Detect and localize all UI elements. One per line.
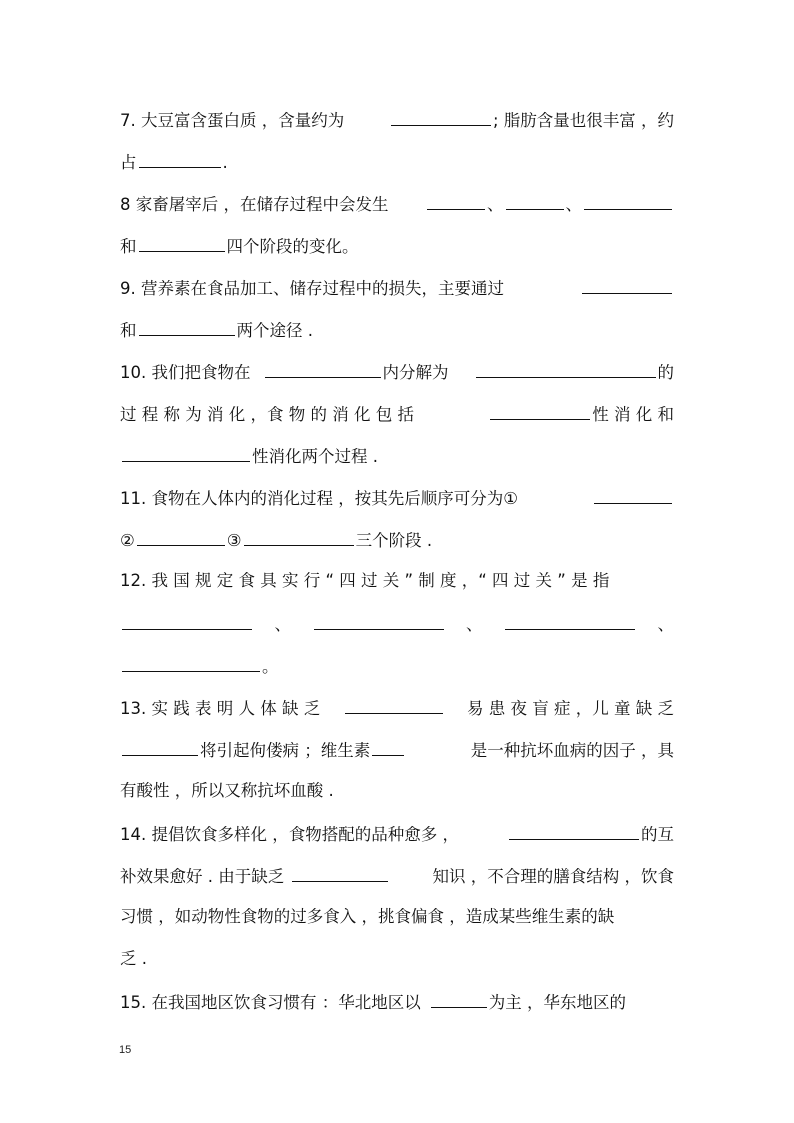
q8-blank-1 [427, 190, 485, 210]
question-10-line-1 [120, 358, 674, 384]
question-12-line-2 [120, 610, 674, 636]
q10-text-b: 内分解为 [382, 363, 449, 382]
q14-text-b: 的互 [641, 825, 674, 844]
question-9-line-2 [120, 316, 674, 342]
page-number: 15 [119, 1044, 132, 1056]
q10-blank-3 [490, 400, 590, 420]
question-15-line-1 [120, 988, 674, 1014]
q10-text-a: 10. 我们把食物在 [120, 363, 251, 382]
q9-blank-2 [139, 316, 235, 336]
question-13-line-1 [120, 694, 674, 720]
q10-text-c: 的 [657, 363, 674, 382]
q10-blank-2 [476, 358, 656, 378]
q14-blank-1 [509, 820, 639, 840]
q8-blank-2 [506, 190, 564, 210]
q14-blank-2 [292, 862, 388, 882]
question-10-line-2 [120, 400, 674, 426]
q8-text-d: 四个阶段的变化。 [226, 237, 359, 256]
q10-blank-1 [265, 358, 381, 378]
q12-sep-3: 、 [657, 615, 674, 634]
q14-text-a: 14. 提倡饮食多样化 ，食物搭配的品种愈多 ， [120, 825, 459, 844]
q12-text-a: 12. 我 国 规 定 食 具 实 行 “ 四 过 关 ” 制 度 ，“ 四 过 关 ” 是 指 [120, 571, 610, 590]
q13-text-c: 将引起佝偻病 ；维生素 [200, 741, 371, 760]
question-11-line-1 [120, 484, 674, 510]
q11-blank-2 [137, 526, 225, 546]
q8-blank-4 [139, 232, 225, 252]
q11-text-d: ③ [226, 531, 242, 550]
question-13-line-3 [120, 778, 674, 804]
question-13-line-2 [120, 736, 674, 762]
q15-text-a: 15. 在我国地区饮食习惯有 ：华北地区以 [120, 993, 421, 1012]
q8-blank-3 [584, 190, 672, 210]
question-9-line-1 [120, 274, 674, 300]
q11-text-a: 11. 食物在人体内的消化过程 ，按其先后顺序可分为① [120, 489, 519, 508]
q9-text-d: 两个途径 . [236, 321, 313, 340]
q12-blank-4 [122, 652, 260, 672]
q13-blank-1 [345, 694, 443, 714]
question-12-line-1 [120, 568, 674, 594]
q15-text-b: 为主 ，华东地区的 [488, 993, 626, 1012]
q12-sep-1: 、 [274, 615, 291, 634]
q14-text-c: 补效果愈好 . 由于缺乏 [120, 867, 285, 886]
q12-blank-1 [122, 610, 252, 630]
q7-text-b: ; 脂肪含量也很丰富 ，约 [492, 111, 674, 130]
q7-text-a: 7. 大豆富含蛋白质 ，含量约为 [120, 111, 345, 130]
q15-blank-1 [431, 988, 487, 1008]
q13-text-d: 是一种抗坏血病的因子 ，具 [470, 741, 674, 760]
q14-text-f: 乏 . [120, 949, 147, 968]
q12-sep-2: 、 [466, 615, 483, 634]
q8-sep-2: 、 [565, 195, 582, 214]
q12-text-end: 。 [262, 657, 279, 676]
q11-text-c: ② [120, 531, 135, 550]
question-8-line-2 [120, 232, 674, 258]
q8-sep-1: 、 [487, 195, 504, 214]
q7-text-c: 占 [120, 153, 137, 172]
q14-text-e: 习惯 ，如动物性食物的过多食入 ，挑食偏食 ，造成某些维生素的缺 [120, 907, 615, 926]
q13-text-a: 13. 实 践 表 明 人 体 缺 乏 [120, 699, 321, 718]
question-7-line-1 [120, 106, 674, 132]
question-7-line-2 [120, 148, 674, 174]
q11-text-e: 三个阶段 . [355, 531, 433, 550]
q10-text-d: 过 程 称 为 消 化 ，食 物 的 消 化 包 括 [120, 405, 414, 424]
q13-text-b: 易 患 夜 盲 症 ，儿 童 缺 乏 [467, 699, 674, 718]
q12-blank-2 [314, 610, 444, 630]
q9-text-a: 9. 营养素在食品加工、储存过程中的损失，主要通过 [120, 279, 504, 298]
q7-blank-2 [139, 148, 221, 168]
q9-blank-1 [582, 274, 672, 294]
question-14-line-2 [120, 862, 674, 888]
q7-text-d: . [222, 153, 228, 172]
q8-text-c: 和 [120, 237, 137, 256]
q13-text-e: 有酸性 ，所以又称抗坏血酸 . [120, 781, 334, 800]
q13-blank-2 [122, 736, 198, 756]
question-14-line-4 [120, 946, 674, 972]
q9-text-c: 和 [120, 321, 137, 340]
q14-text-d: 知识 ，不合理的膳食结构 ，饮食 [432, 867, 674, 886]
question-14-line-1 [120, 820, 674, 846]
q13-blank-3 [372, 736, 404, 756]
q11-blank-1 [594, 484, 672, 504]
q10-blank-4 [122, 442, 250, 462]
question-8-line-1 [120, 190, 674, 216]
q8-text-a: 8 家畜屠宰后 ，在储存过程中会发生 [120, 195, 389, 214]
question-10-line-3 [120, 442, 674, 468]
question-14-line-3 [120, 904, 674, 930]
q11-blank-3 [244, 526, 354, 546]
question-11-line-2 [120, 526, 674, 552]
q7-blank-1 [391, 106, 491, 126]
q10-text-f: 性消化两个过程 . [252, 447, 378, 466]
q10-text-e: 性 消 化 和 [592, 405, 674, 424]
q12-blank-3 [505, 610, 635, 630]
question-12-line-3 [120, 652, 674, 678]
